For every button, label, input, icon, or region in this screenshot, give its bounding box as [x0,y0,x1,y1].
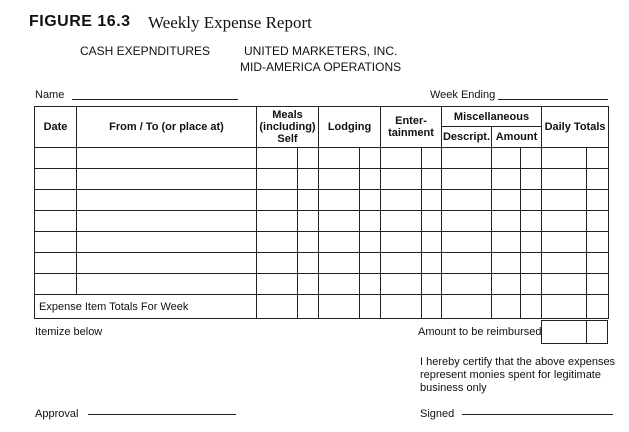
name-field-line[interactable] [72,99,238,100]
totals-row[interactable] [35,295,609,319]
week-ending-label: Week Ending [430,89,496,101]
col-amount: Amount [492,127,542,148]
signed-label: Signed [420,408,455,420]
expense-table [34,106,609,319]
col-date: Date [35,107,77,148]
col-meals-line3: Self [277,133,298,145]
approval-signature-line[interactable] [88,414,236,415]
table-row[interactable] [35,190,609,211]
col-entertainment [381,107,442,148]
reimburse-label: Amount to be reimbursed [418,326,542,338]
name-label: Name [35,89,65,101]
company-name: UNITED MARKETERS, INC. [244,44,398,58]
col-from-to: From / To (or place at) [77,107,257,148]
signed-signature-line[interactable] [462,414,613,415]
col-ent-line2: tainment [388,127,434,139]
totals-label: Expense Item Totals For Week [35,295,257,319]
reimburse-amount-box[interactable] [541,320,587,344]
col-miscellaneous: Miscellaneous [442,107,542,127]
figure-number: FIGURE 16.3 [29,13,131,30]
col-ent-line1: Enter- [395,115,427,127]
col-meals [257,107,319,148]
col-daily-totals: Daily Totals [542,107,609,148]
col-lodging: Lodging [319,107,381,148]
itemize-label: Itemize below [35,326,103,338]
table-row[interactable] [35,274,609,295]
col-meals-line1: Meals [272,109,303,121]
figure-title: Weekly Expense Report [148,13,312,32]
table-row[interactable] [35,253,609,274]
header-row [35,107,609,127]
col-meals-line2: (including) [259,121,316,133]
approval-label: Approval [35,408,79,420]
table-row[interactable] [35,211,609,232]
table-row[interactable] [35,232,609,253]
division-name: MID-AMERICA OPERATIONS [240,60,402,74]
col-descript: Descript. [442,127,492,148]
cash-expenditures-heading: CASH EXEPNDITURES [80,44,211,58]
table-row[interactable] [35,169,609,190]
certification-text: I hereby certify that the above expenses represent monies spent for legitimate business only [420,356,616,394]
table-row[interactable] [35,148,609,169]
reimburse-cents-box[interactable] [586,320,608,344]
week-ending-field-line[interactable] [498,99,608,100]
